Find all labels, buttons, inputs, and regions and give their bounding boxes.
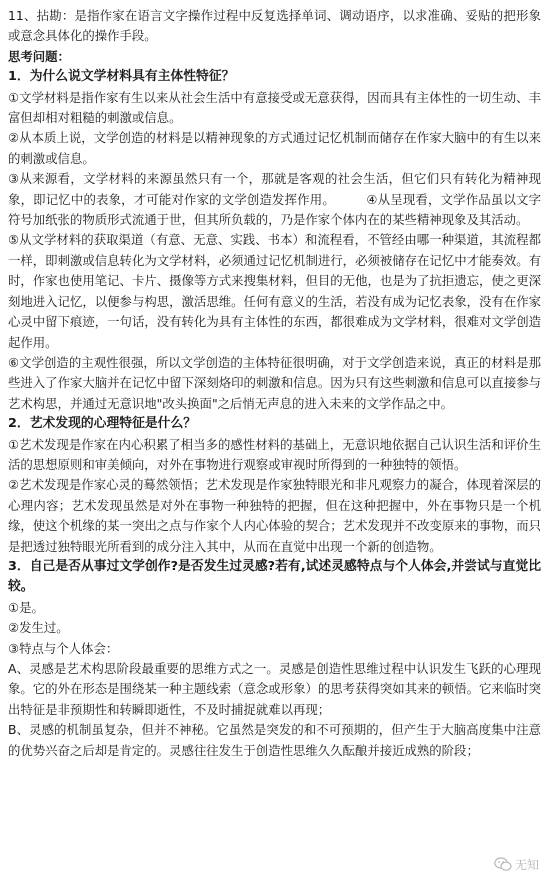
watermark-text: 无知 (514, 858, 539, 872)
answer-paragraph: ①文学材料是指作家有生以来从社会生活中有意接受或无意获得，因而具有主体性的一切生动、丰富但却相对粗糙的刺激或信息。 (8, 89, 541, 126)
answer-paragraph: ①是。 (8, 599, 44, 615)
watermark (494, 856, 539, 873)
section-label: 思考问题： (8, 48, 70, 64)
answer-paragraph: ①艺术发现是作家在内心积累了相当多的感性材料的基础上，无意识地依据自己认识生活和评价生活的思想原则和审美倾向，对外在事物进行观察或审视时所得到的一种独特的领悟。 (8, 436, 541, 472)
answer-paragraph: ②发生过。 (8, 620, 69, 636)
question-heading-1: 1．为什么说文学材料具有主体性特征？ (8, 69, 235, 85)
question-heading-2: 2．艺术发现的心理特征是什么？ (8, 416, 197, 432)
answer-paragraph: ②从本质上说，文学创造的材料是以精神现象的方式通过记忆机制而储存在作家大脑中的有生以来的刺激或信息。 (8, 130, 541, 166)
question-heading-3: 3．自己是否从事过文学创作?是否发生过灵感?若有,试述灵感特点与个人体会,并尝试与直觉比较。 (8, 558, 541, 595)
answer-paragraph: A、灵感是艺术构思阶段最重要的思维方式之一。灵感是创造性思维过程中认识发生飞跃的心理现象。它的外在形态是围绕某一种主题线索（意念或形象）的思考获得突如其来的顿悟。它来临时突出特征是非预期性和转瞬即逝性，不及时捕捉就难以再现； (8, 661, 541, 717)
answer-paragraph: ②艺术发现是作家心灵的蓦然领悟；艺术发现是作家独特眼光和非凡观察力的凝合，体现着深层的心理内容；艺术发现虽然是对外在事物一种独特的把握，但在这种把握中，外在事物只是一个机缘，使这个机缘的某一突出之点与作家个人内心体验的契合；艺术发现并不改变原来的事物，而只是把透过独特眼光所看到的成分注入其中，从而在直觉中出现一个新的创造物。 (8, 477, 541, 554)
answer-paragraph: ⑥文学创造的主观性很强，所以文学创造的主体特征很明确，对于文学创造来说，真正的材料是那些进入了作家大脑并在记忆中留下深刻烙印的刺激和信息。因为只有这些刺激和信息可以直接参与艺术构思，并通过无意识地"改头换面"之后悄无声息的进入未来的文学作品之中。 (8, 354, 541, 411)
answer-paragraph: ③特点与个人体会： (8, 640, 119, 656)
answer-paragraph: ③从来源看，文学材料的来源虽然只有一个，那就是客观的社会生活，但它们只有转化为精神现象，即记忆中的表象，才可能对作家的文学创造发挥作用。 ④从呈现看，文学作品虽以文字符号加纸张的物质形式流通于世，但其所负载的，乃是作家个体内在的某些精神现象及其活动。 (8, 171, 541, 228)
wechat-icon (494, 857, 512, 872)
paragraph-term-11: 11、拈勘：是指作家在语言文字操作过程中反复选择单词、调动语序，以求准确、妥贴的把形象或意念具体化的操作手段。 (8, 8, 541, 44)
answer-paragraph: B、灵感的机制虽复杂，但并不神秘。它虽然是突发的和不可预期的，但产生于大脑高度集中注意的优势兴奋之后却是肯定的。灵感往往发生于创造性思维久久酝酿并接近成熟的阶段； (8, 722, 541, 758)
answer-paragraph: ⑤从文学材料的获取渠道（有意、无意、实践、书本）和流程看，不管经由哪一种渠道，其流程都一样，即刺激或信息转化为文学材料，必须通过记忆机制进行，必须被储存在记忆中才能奏效。有时，作家也使用笔记、卡片、摄像等方式来搜集材料，但目的无他，也是为了抗拒遗忘，使之更深刻地进入记忆，以便参与构思，激活思维。任何有意义的生活，若没有成为记忆表象，没有在作家心灵中留下痕迹，一句话，没有转化为具有主体性的东西，都很难成为文学材料，很难对文学创造起作用。 (8, 232, 541, 350)
